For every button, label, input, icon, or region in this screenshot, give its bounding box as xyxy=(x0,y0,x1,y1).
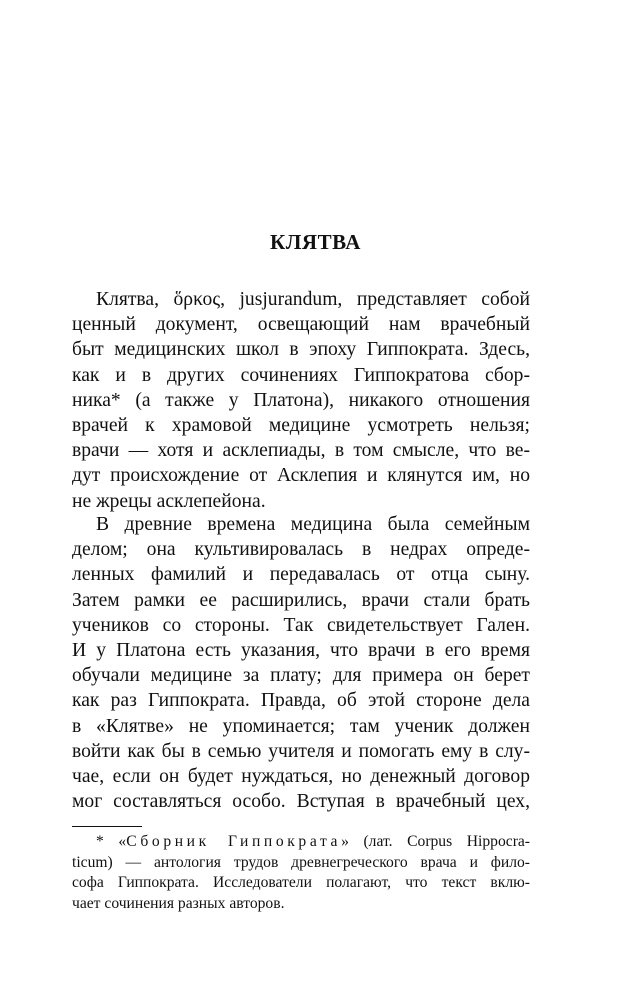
text-line: В древние времена медицина была семейным xyxy=(96,514,530,535)
footnote xyxy=(72,832,530,914)
text-line: обучали медицине за плату; для примера он берет xyxy=(72,665,530,687)
text-line: дут происхождение от Асклепия и клянутся им, но xyxy=(72,465,530,487)
text-line: не жрецы асклепейона. xyxy=(72,490,266,512)
footnote-line-rest: » (лат. Corpus Hippocra- xyxy=(341,833,530,850)
footnote-spaced-term: Сборник Гиппократа xyxy=(126,833,342,850)
paragraph-2 xyxy=(72,512,530,814)
text-line: как раз Гиппократа. Правда, об этой стороне дела xyxy=(72,690,530,712)
text-line: И у Платона есть указания, что врачи в его время xyxy=(72,639,530,661)
paragraph-1 xyxy=(72,287,530,514)
footnote-line: ticum) — антология трудов древнегреческого врача и фило- xyxy=(72,853,530,871)
text-line: ценный документ, освещающий нам врачебный xyxy=(72,314,530,336)
text-line: Затем рамки ее расширились, врачи стали брать xyxy=(72,589,530,611)
text-line: Клятва, ὅρκος, jusjurandum, представляет собой xyxy=(96,289,530,310)
text-line: делом; она культивировалась в недрах опреде- xyxy=(72,539,530,561)
text-line: как и в других сочинениях Гиппократова сбор- xyxy=(72,364,530,386)
text-line: врачи — хотя и асклепиады, в том смысле, что ве- xyxy=(72,440,530,462)
text-line: войти как бы в семью учителя и помогать ему в слу- xyxy=(72,740,530,762)
footnote-line: софа Гиппократа. Исследователи полагают, что текст вклю- xyxy=(72,874,530,891)
text-line: врачей к храмовой медицине усмотреть нельзя; xyxy=(72,414,530,436)
text-line: ленных фамилий и передавалась от отца сыну. xyxy=(72,564,530,586)
text-line: чае, если он будет нуждаться, но денежный договор xyxy=(72,765,530,787)
chapter-title: КЛЯТВА xyxy=(270,230,361,254)
text-line: в «Клятве» не упоминается; там ученик должен xyxy=(72,715,530,737)
text-line: учеников со стороны. Так свидетельствует Гален. xyxy=(72,614,530,636)
text-line: быт медицинских школ в эпоху Гиппократа. Здесь, xyxy=(72,339,530,361)
text-line: ника* (а также у Платона), никакого отношения xyxy=(72,389,530,411)
footnote-divider xyxy=(72,826,142,827)
footnote-marker: * « xyxy=(96,833,127,850)
text-line: мог составляться особо. Вступая в врачебный цех, xyxy=(72,791,530,813)
footnote-line xyxy=(72,832,530,853)
footnote-line: чает сочинения разных авторов. xyxy=(72,894,285,912)
